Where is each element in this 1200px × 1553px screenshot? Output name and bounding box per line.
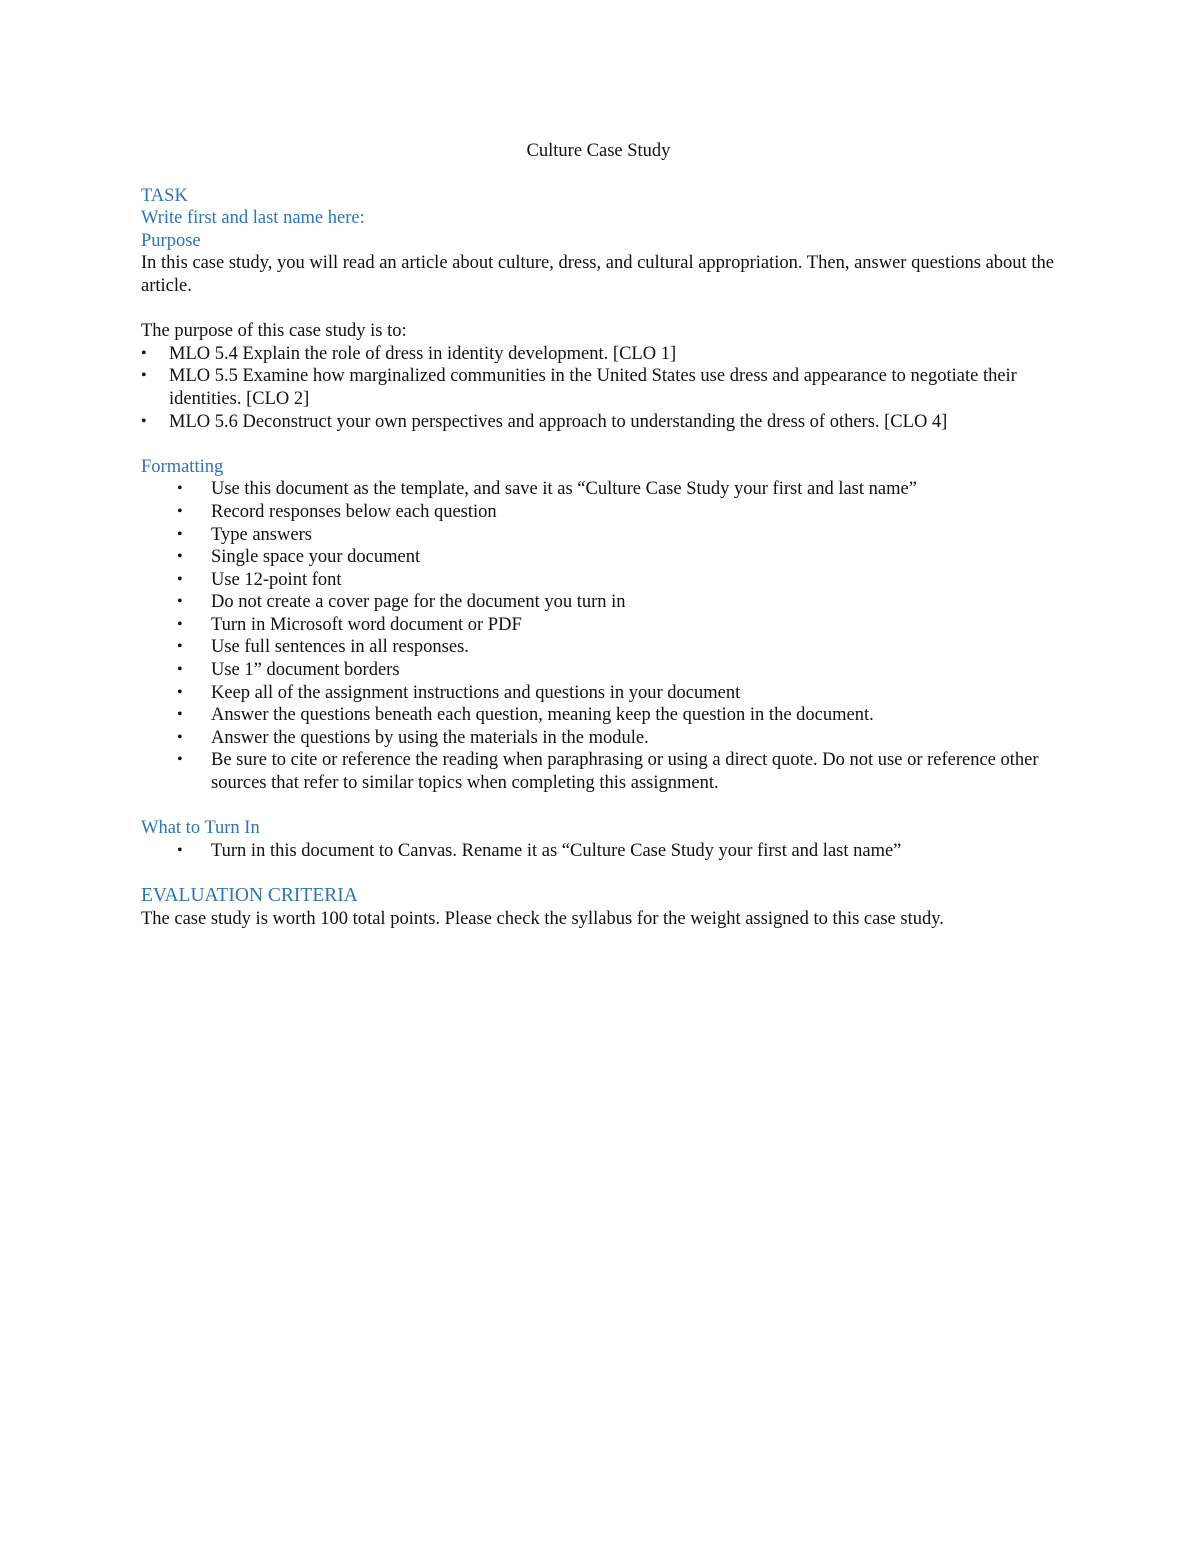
list-item	[141, 501, 1056, 524]
list-item	[141, 524, 1056, 547]
list-item	[141, 546, 1056, 569]
formatting-text: Do not create a cover page for the document you turn in	[211, 592, 626, 613]
list-item	[141, 840, 1056, 863]
formatting-text: Answer the questions by using the materials in the module.	[211, 727, 649, 748]
bullet-icon: •	[177, 841, 183, 859]
formatting-text: Use 1” document borders	[211, 660, 400, 681]
formatting-text: Turn in Microsoft word document or PDF	[211, 614, 522, 635]
bullet-icon: •	[177, 502, 183, 520]
bullet-icon: •	[141, 367, 147, 385]
bullet-icon: •	[141, 344, 147, 362]
objectives-list	[141, 343, 1056, 433]
purpose-heading: Purpose	[141, 230, 201, 251]
bullet-icon: •	[177, 480, 183, 498]
evaluation-heading: EVALUATION CRITERIA	[141, 885, 358, 906]
list-item	[141, 704, 1056, 727]
list-item	[141, 727, 1056, 750]
turn-in-list	[141, 840, 1056, 863]
list-item	[141, 365, 1056, 410]
list-item	[141, 659, 1056, 682]
purpose-lead: The purpose of this case study is to:	[141, 321, 407, 342]
formatting-text: Use 12-point font	[211, 569, 342, 590]
list-item	[141, 569, 1056, 592]
bullet-icon: •	[177, 751, 183, 769]
list-item	[141, 591, 1056, 614]
list-item	[141, 636, 1056, 659]
formatting-text: Answer the questions beneath each question, meaning keep the question in the document.	[211, 705, 874, 726]
formatting-heading: Formatting	[141, 456, 224, 477]
bullet-icon: •	[177, 548, 183, 566]
list-item	[141, 411, 1056, 434]
document-title: Culture Case Study	[526, 141, 671, 161]
evaluation-text: The case study is worth 100 total points. Please check the syllabus for the weight assigned to this case study.	[141, 908, 944, 929]
bullet-icon: •	[177, 593, 183, 611]
objective-text: MLO 5.5 Examine how marginalized communities in the United States use dress and appearance to negotiate their identities. [CLO 2]	[169, 366, 1017, 409]
bullet-icon: •	[177, 570, 183, 588]
bullet-icon: •	[177, 683, 183, 701]
bullet-icon: •	[177, 638, 183, 656]
formatting-text: Single space your document	[211, 547, 421, 568]
objective-text: MLO 5.6 Deconstruct your own perspectives and approach to understanding the dress of others. [CLO 4]	[169, 411, 948, 432]
bullet-icon: •	[177, 661, 183, 679]
bullet-icon: •	[141, 412, 147, 430]
formatting-text: Keep all of the assignment instructions and questions in your document	[211, 682, 741, 703]
formatting-text: Use this document as the template, and save it as “Culture Case Study your first and last name”	[211, 479, 917, 500]
task-heading: TASK	[141, 185, 188, 206]
list-item	[141, 614, 1056, 637]
intro-paragraph: In this case study, you will read an article about culture, dress, and cultural appropriation. Then, answer questions about the article.	[141, 253, 1054, 296]
formatting-text: Record responses below each question	[211, 501, 497, 522]
list-item	[141, 478, 1056, 501]
turn-in-text: Turn in this document to Canvas. Rename it as “Culture Case Study your first and last name”	[211, 840, 902, 861]
formatting-text: Use full sentences in all responses.	[211, 637, 469, 658]
bullet-icon: •	[177, 706, 183, 724]
document-page	[141, 140, 1056, 930]
formatting-text: Be sure to cite or reference the reading when paraphrasing or using a direct quote. Do not use or reference other sources that refer to similar topics when completing this assignment.	[211, 750, 1039, 794]
formatting-list	[141, 478, 1056, 794]
turn-in-heading: What to Turn In	[141, 818, 260, 839]
formatting-text: Type answers	[211, 524, 312, 545]
bullet-icon: •	[177, 728, 183, 746]
bullet-icon: •	[177, 525, 183, 543]
bullet-icon: •	[177, 615, 183, 633]
list-item	[141, 749, 1056, 794]
list-item	[141, 682, 1056, 705]
objective-text: MLO 5.4 Explain the role of dress in identity development. [CLO 1]	[169, 343, 677, 364]
name-prompt: Write first and last name here:	[141, 208, 365, 229]
list-item	[141, 343, 1056, 366]
